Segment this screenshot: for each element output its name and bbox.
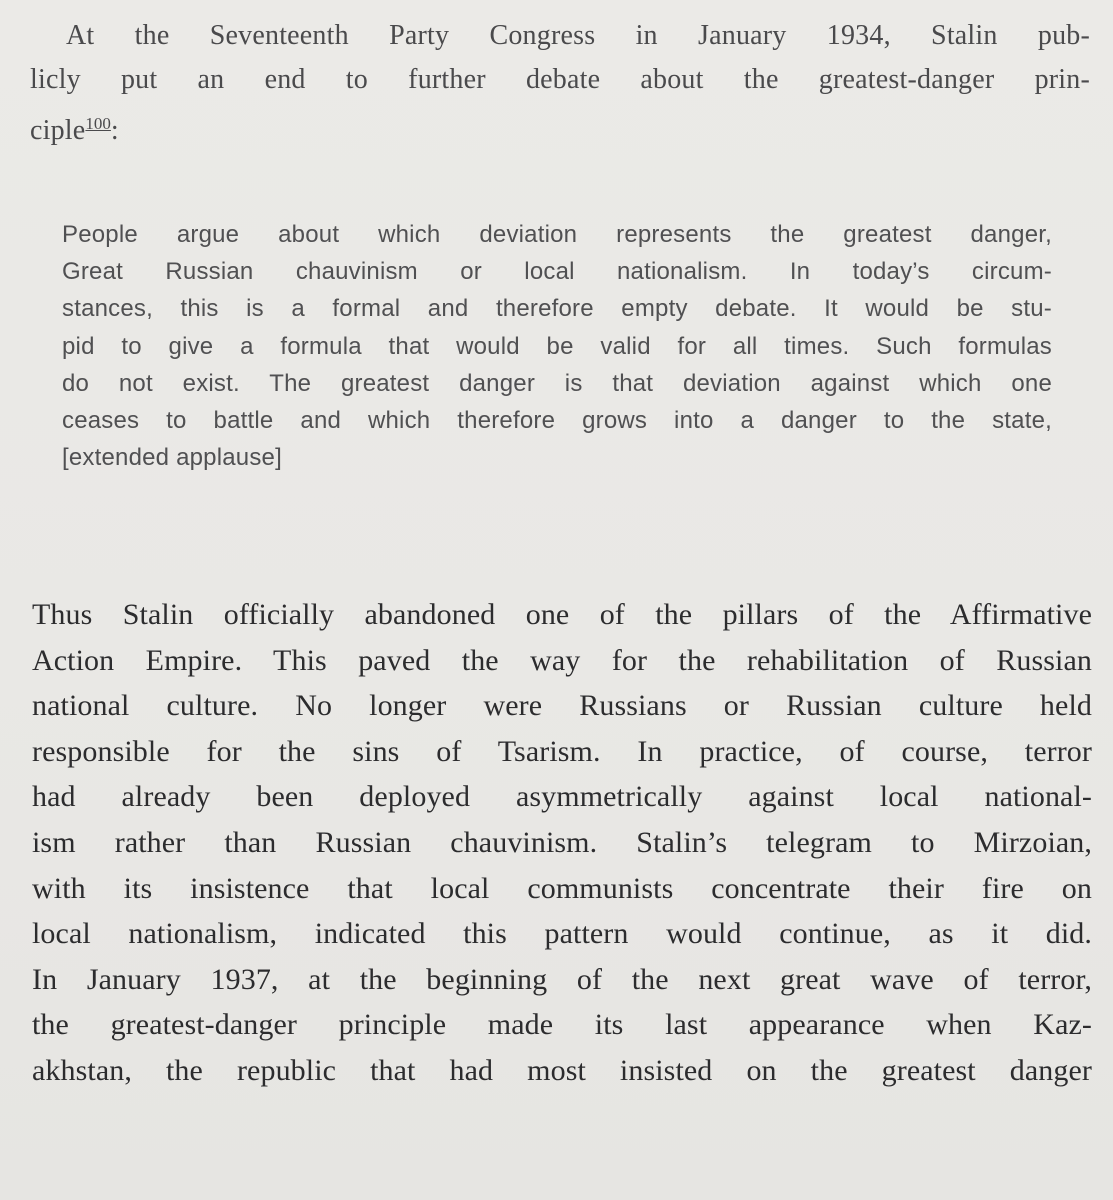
text-line: the greatest-danger principle made its last appearance when Kaz- [32, 1008, 1092, 1042]
body-paragraph [32, 592, 1092, 1094]
text-line: At the Seventeenth Party Congress in January 1934, Stalin pub- [66, 20, 1090, 51]
quote-line: stances, this is a formal and therefore empty debate. It would be stu- [62, 295, 1052, 323]
text-line: Action Empire. This paved the way for the rehabilitation of Russian [32, 643, 1092, 677]
quote-line: [extended applause] [62, 444, 282, 472]
text-fragment: : [110, 115, 119, 146]
text-line: licly put an end to further debate about the greatest-danger prin- [30, 64, 1090, 95]
text-line: Thus Stalin officially abandoned one of the pillars of the Affirmative [32, 598, 1092, 631]
text-line: with its insistence that local communists concentrate their fire on [32, 871, 1092, 905]
quote-line: People argue about which deviation represents the greatest danger, [62, 221, 1052, 248]
quote-line: pid to give a formula that would be valid for all times. Such formulas [62, 332, 1052, 360]
text-line: ism rather than Russian chauvinism. Stalin’s telegram to Mirzoian, [32, 825, 1092, 859]
lead-paragraph [30, 14, 1090, 153]
quote-line: ceases to battle and which therefore grows into a danger to the state, [62, 407, 1052, 435]
text-line: akhstan, the republic that had most insisted on the greatest danger [32, 1053, 1092, 1087]
text-line: local nationalism, indicated this pattern would continue, as it did. [32, 917, 1092, 951]
quote-line: do not exist. The greatest danger is that deviation against which one [62, 369, 1052, 397]
text-line: In January 1937, at the beginning of the next great wave of terror, [32, 962, 1092, 996]
text-line: had already been deployed asymmetrically against local national- [32, 780, 1092, 814]
quote-line: Great Russian chauvinism or local nationalism. In today’s circum- [62, 258, 1052, 286]
text-fragment: ciple [30, 115, 86, 146]
text-line [30, 102, 1090, 153]
block-quote [62, 216, 1052, 476]
text-line: responsible for the sins of Tsarism. In practice, of course, terror [32, 734, 1092, 768]
text-line: national culture. No longer were Russians or Russian culture held [32, 689, 1092, 723]
footnote-reference-link[interactable]: 100 [85, 114, 111, 133]
